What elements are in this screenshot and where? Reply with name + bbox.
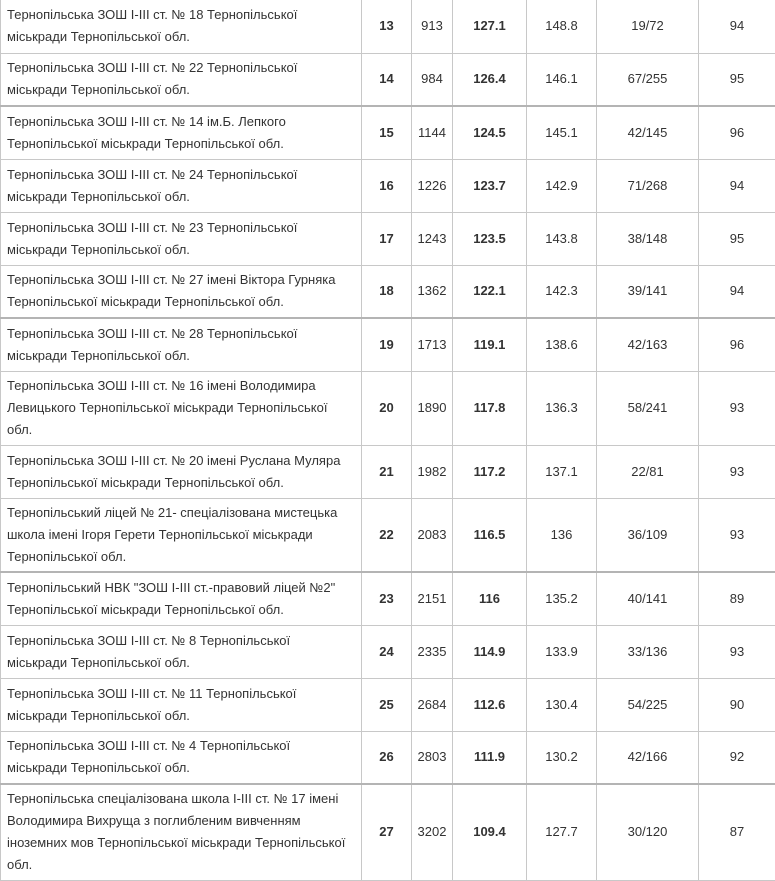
school-name: Тернопільська ЗОШ І-ІІІ ст. № 8 Тернопільської міськради Тернопільської обл. <box>1 625 362 678</box>
score-cell: 123.7 <box>453 159 527 212</box>
average-cell: 127.7 <box>527 784 597 880</box>
position-cell: 1243 <box>412 212 453 265</box>
average-cell: 137.1 <box>527 445 597 498</box>
position-cell: 1713 <box>412 318 453 371</box>
rank-cell: 26 <box>362 731 412 784</box>
rank-cell: 14 <box>362 53 412 106</box>
rank-cell: 20 <box>362 371 412 445</box>
position-cell: 1362 <box>412 265 453 318</box>
school-name: Тернопільська ЗОШ І-ІІІ ст. № 27 імені Віктора Гурняка Тернопільської міськради Тернопільської обл. <box>1 265 362 318</box>
position-cell: 1144 <box>412 106 453 159</box>
table-row <box>1 678 775 731</box>
position-cell: 3202 <box>412 784 453 880</box>
average-cell: 133.9 <box>527 625 597 678</box>
percent-cell: 95 <box>699 53 775 106</box>
position-cell: 1226 <box>412 159 453 212</box>
score-cell: 119.1 <box>453 318 527 371</box>
percent-cell: 93 <box>699 445 775 498</box>
position-cell: 913 <box>412 0 453 53</box>
school-name: Тернопільська ЗОШ І-ІІІ ст. № 24 Тернопільської міськради Тернопільської обл. <box>1 159 362 212</box>
score-cell: 111.9 <box>453 731 527 784</box>
ratio-cell: 38/148 <box>597 212 699 265</box>
rank-cell: 19 <box>362 318 412 371</box>
school-name: Тернопільський НВК "ЗОШ І-ІІІ ст.-правовий ліцей №2" Тернопільської міськради Тернопільської обл. <box>1 572 362 625</box>
ratio-cell: 30/120 <box>597 784 699 880</box>
average-cell: 145.1 <box>527 106 597 159</box>
table-row <box>1 318 775 371</box>
school-name: Тернопільська ЗОШ І-ІІІ ст. № 22 Тернопільської міськради Тернопільської обл. <box>1 53 362 106</box>
percent-cell: 95 <box>699 212 775 265</box>
rank-cell: 15 <box>362 106 412 159</box>
score-cell: 116.5 <box>453 498 527 572</box>
percent-cell: 93 <box>699 498 775 572</box>
score-cell: 122.1 <box>453 265 527 318</box>
table-row <box>1 53 775 106</box>
table-row <box>1 106 775 159</box>
table-row <box>1 784 775 880</box>
ratio-cell: 42/145 <box>597 106 699 159</box>
table-row <box>1 265 775 318</box>
percent-cell: 96 <box>699 106 775 159</box>
average-cell: 130.4 <box>527 678 597 731</box>
percent-cell: 96 <box>699 318 775 371</box>
table-row <box>1 498 775 572</box>
average-cell: 136 <box>527 498 597 572</box>
rank-cell: 27 <box>362 784 412 880</box>
school-name: Тернопільська ЗОШ І-ІІІ ст. № 11 Тернопільської міськради Тернопільської обл. <box>1 678 362 731</box>
school-name: Тернопільська ЗОШ І-ІІІ ст. № 23 Тернопільської міськради Тернопільської обл. <box>1 212 362 265</box>
school-name: Тернопільська ЗОШ І-ІІІ ст. № 14 ім.Б. Лепкого Тернопільської міськради Тернопільської обл. <box>1 106 362 159</box>
school-name: Тернопільська спеціалізована школа І-ІІІ ст. № 17 імені Володимира Вихруща з поглибленим вивченням іноземних мов Тернопільської міськради Тернопільської обл. <box>1 784 362 880</box>
rank-cell: 21 <box>362 445 412 498</box>
ratio-cell: 58/241 <box>597 371 699 445</box>
average-cell: 142.9 <box>527 159 597 212</box>
school-name: Тернопільська ЗОШ І-ІІІ ст. № 16 імені Володимира Левицького Тернопільської міськради Тернопільської обл. <box>1 371 362 445</box>
position-cell: 1982 <box>412 445 453 498</box>
score-cell: 114.9 <box>453 625 527 678</box>
average-cell: 143.8 <box>527 212 597 265</box>
school-name: Тернопільська ЗОШ І-ІІІ ст. № 20 імені Руслана Муляра Тернопільської міськради Тернопільської обл. <box>1 445 362 498</box>
score-cell: 124.5 <box>453 106 527 159</box>
ratio-cell: 22/81 <box>597 445 699 498</box>
rank-cell: 25 <box>362 678 412 731</box>
rank-cell: 16 <box>362 159 412 212</box>
percent-cell: 89 <box>699 572 775 625</box>
score-cell: 126.4 <box>453 53 527 106</box>
school-name: Тернопільська ЗОШ І-ІІІ ст. № 4 Тернопільської міськради Тернопільської обл. <box>1 731 362 784</box>
school-name: Тернопільський ліцей № 21- спеціалізована мистецька школа імені Ігоря Герети Тернопільської міськради Тернопільської обл. <box>1 498 362 572</box>
percent-cell: 92 <box>699 731 775 784</box>
ratio-cell: 33/136 <box>597 625 699 678</box>
average-cell: 148.8 <box>527 0 597 53</box>
average-cell: 138.6 <box>527 318 597 371</box>
ratio-cell: 71/268 <box>597 159 699 212</box>
percent-cell: 94 <box>699 265 775 318</box>
table-row <box>1 572 775 625</box>
average-cell: 146.1 <box>527 53 597 106</box>
percent-cell: 94 <box>699 159 775 212</box>
ratio-cell: 40/141 <box>597 572 699 625</box>
position-cell: 2083 <box>412 498 453 572</box>
position-cell: 2335 <box>412 625 453 678</box>
position-cell: 984 <box>412 53 453 106</box>
position-cell: 2803 <box>412 731 453 784</box>
school-name: Тернопільська ЗОШ І-ІІІ ст. № 28 Тернопільської міськради Тернопільської обл. <box>1 318 362 371</box>
ratio-cell: 42/163 <box>597 318 699 371</box>
position-cell: 1890 <box>412 371 453 445</box>
table-row <box>1 0 775 53</box>
table-row <box>1 731 775 784</box>
average-cell: 142.3 <box>527 265 597 318</box>
table-row <box>1 212 775 265</box>
score-cell: 112.6 <box>453 678 527 731</box>
rank-cell: 22 <box>362 498 412 572</box>
position-cell: 2151 <box>412 572 453 625</box>
rank-cell: 24 <box>362 625 412 678</box>
rank-cell: 18 <box>362 265 412 318</box>
average-cell: 130.2 <box>527 731 597 784</box>
ratio-cell: 42/166 <box>597 731 699 784</box>
rank-cell: 17 <box>362 212 412 265</box>
percent-cell: 90 <box>699 678 775 731</box>
ratio-cell: 39/141 <box>597 265 699 318</box>
ratio-cell: 67/255 <box>597 53 699 106</box>
percent-cell: 93 <box>699 625 775 678</box>
average-cell: 135.2 <box>527 572 597 625</box>
score-cell: 127.1 <box>453 0 527 53</box>
score-cell: 123.5 <box>453 212 527 265</box>
score-cell: 117.8 <box>453 371 527 445</box>
percent-cell: 87 <box>699 784 775 880</box>
ratio-cell: 19/72 <box>597 0 699 53</box>
table-row <box>1 625 775 678</box>
school-name: Тернопільська ЗОШ І-ІІІ ст. № 18 Тернопільської міськради Тернопільської обл. <box>1 0 362 53</box>
table-row <box>1 159 775 212</box>
score-cell: 117.2 <box>453 445 527 498</box>
table-row <box>1 371 775 445</box>
average-cell: 136.3 <box>527 371 597 445</box>
ratio-cell: 36/109 <box>597 498 699 572</box>
percent-cell: 93 <box>699 371 775 445</box>
score-cell: 116 <box>453 572 527 625</box>
rank-cell: 23 <box>362 572 412 625</box>
table-row <box>1 445 775 498</box>
percent-cell: 94 <box>699 0 775 53</box>
position-cell: 2684 <box>412 678 453 731</box>
score-cell: 109.4 <box>453 784 527 880</box>
ratio-cell: 54/225 <box>597 678 699 731</box>
rank-cell: 13 <box>362 0 412 53</box>
